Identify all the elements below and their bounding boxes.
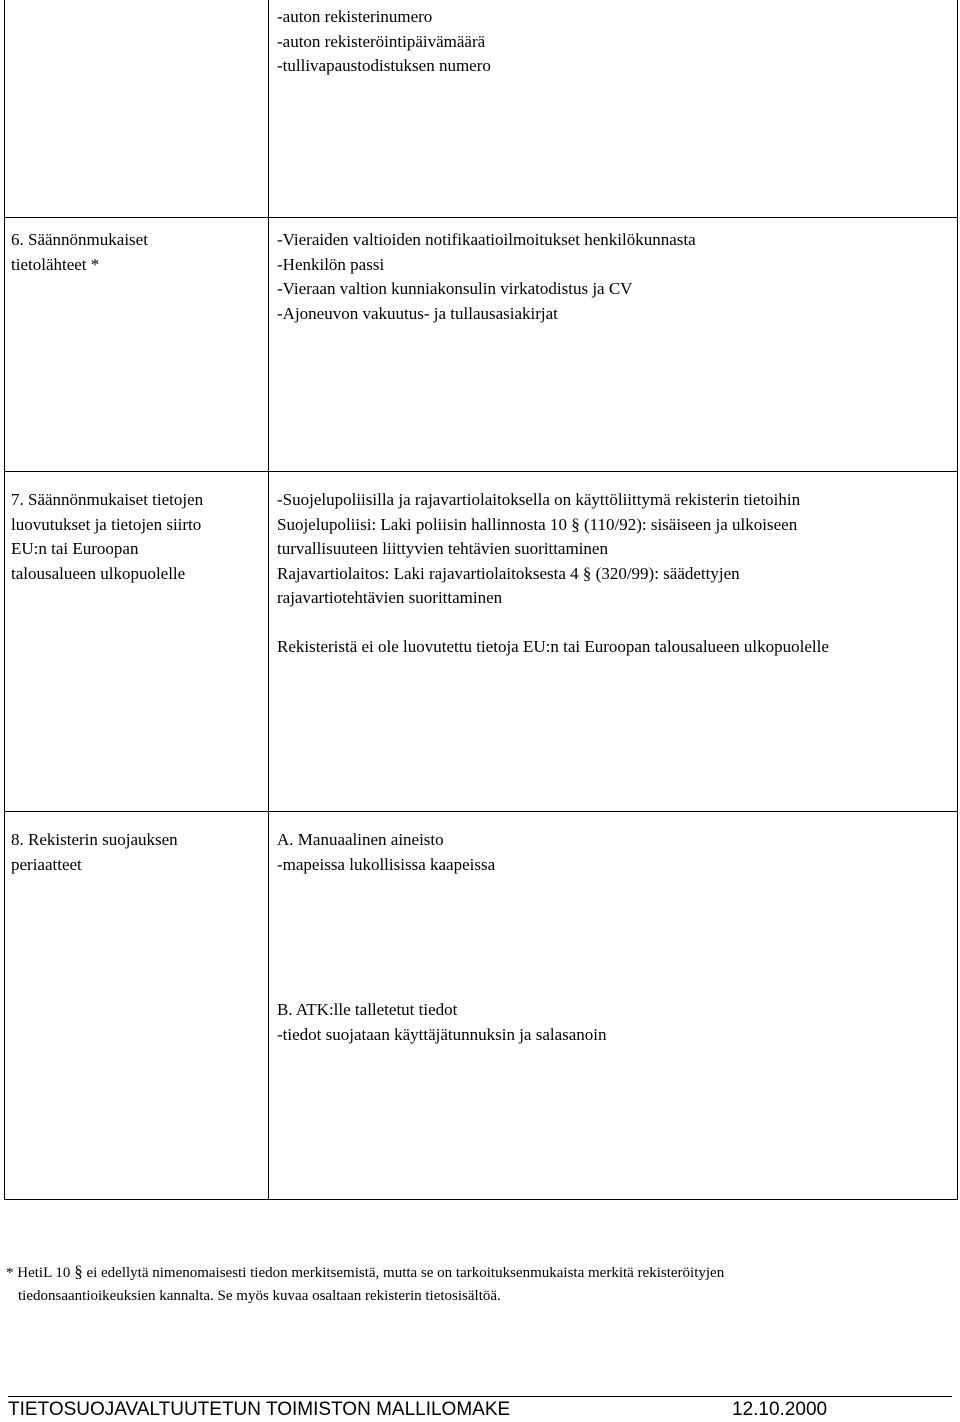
source-item: -Henkilön passi — [277, 254, 385, 274]
vehicle-reg-date-item: -auton rekisteröintipäivämäärä — [277, 31, 486, 51]
section-7-heading-cont: luovutukset ja tietojen siirto — [11, 514, 202, 534]
footnote-line: tiedonsaantioikeuksien kannalta. Se myös kuvaa osaltaan rekisterin tietosisältöä. — [18, 1288, 501, 1304]
section-7-heading-cont: talousalueen ulkopuolelle — [11, 563, 186, 583]
table-row — [5, 0, 958, 218]
disclosure-line: -Suojelupoliisilla ja rajavartiolaitoksella on käyttöliittymä rekisterin tietoihin — [277, 490, 801, 509]
disclosure-line: Suojelupoliisi: Laki poliisin hallinnosta 10 § (110/92): sisäiseen ja ulkoiseen — [277, 514, 798, 534]
section-7-heading-cont: EU:n tai Euroopan — [11, 539, 139, 558]
section-8-heading: 8. Rekisterin suojauksen — [11, 830, 178, 849]
table-row — [5, 472, 958, 812]
disclosure-line: turvallisuuteen liittyvien tehtävien suorittaminen — [277, 539, 608, 558]
footer-date: 12.10.2000 — [732, 1399, 828, 1420]
vehicle-reg-number-item: -auton rekisterinumero — [277, 7, 433, 26]
row-label-cell — [5, 812, 269, 1200]
source-item: -Vieraan valtion kunniakonsulin virkatodistus ja CV — [277, 279, 633, 298]
table-row — [5, 812, 958, 1200]
row-label-cell — [5, 0, 269, 218]
manual-material-title: A. Manuaalinen aineisto — [277, 830, 444, 849]
register-description-table — [4, 0, 958, 1200]
section-6-heading-cont: tietolähteet * — [11, 254, 100, 274]
electronic-data-title: B. ATK:lle talletetut tiedot — [277, 1000, 458, 1019]
row-content-cell — [269, 812, 958, 1200]
disclosure-line: Rajavartiolaitos: Laki rajavartiolaitoksesta 4 § (320/99): säädettyjen — [277, 563, 740, 583]
row-content-cell — [269, 0, 958, 218]
section-sign: § — [74, 1262, 83, 1281]
disclosure-line: rajavartiotehtävien suorittaminen — [277, 588, 503, 607]
electronic-data-item: -tiedot suojataan käyttäjätunnuksin ja salasanoin — [277, 1024, 607, 1044]
section-8-heading-cont: periaatteet — [11, 854, 82, 874]
footnote — [6, 1260, 946, 1308]
section-7-heading: 7. Säännönmukaiset tietojen — [11, 490, 204, 509]
section-sign: § — [571, 514, 580, 534]
page-footer — [8, 1396, 952, 1422]
transfer-statement: Rekisteristä ei ole luovutettu tietoja EU:n tai Euroopan talousalueen ulkopuolelle — [277, 636, 829, 656]
row-content-cell — [269, 472, 958, 812]
footnote-line: * HetiL 10 § ei edellytä nimenomaisesti tiedon merkitsemistä, mutta se on tarkoituksenmukaista merkitä rekisteröityjen — [6, 1262, 725, 1281]
row-label-cell — [5, 472, 269, 812]
source-item: -Ajoneuvon vakuutus- ja tullausasiakirjat — [277, 303, 558, 323]
source-item: -Vieraiden valtioiden notifikaatioilmoitukset henkilökunnasta — [277, 230, 696, 249]
manual-material-item: -mapeissa lukollisissa kaapeissa — [277, 854, 496, 874]
row-label-cell — [5, 218, 269, 472]
table-row — [5, 218, 958, 472]
section-6-heading: 6. Säännönmukaiset — [11, 230, 148, 249]
footer-title: TIETOSUOJAVALTUUTETUN TOIMISTON MALLILOMAKE — [8, 1399, 511, 1420]
customs-exemption-item: -tullivapaustodistuksen numero — [277, 56, 491, 75]
section-sign: § — [582, 563, 592, 583]
row-content-cell — [269, 218, 958, 472]
